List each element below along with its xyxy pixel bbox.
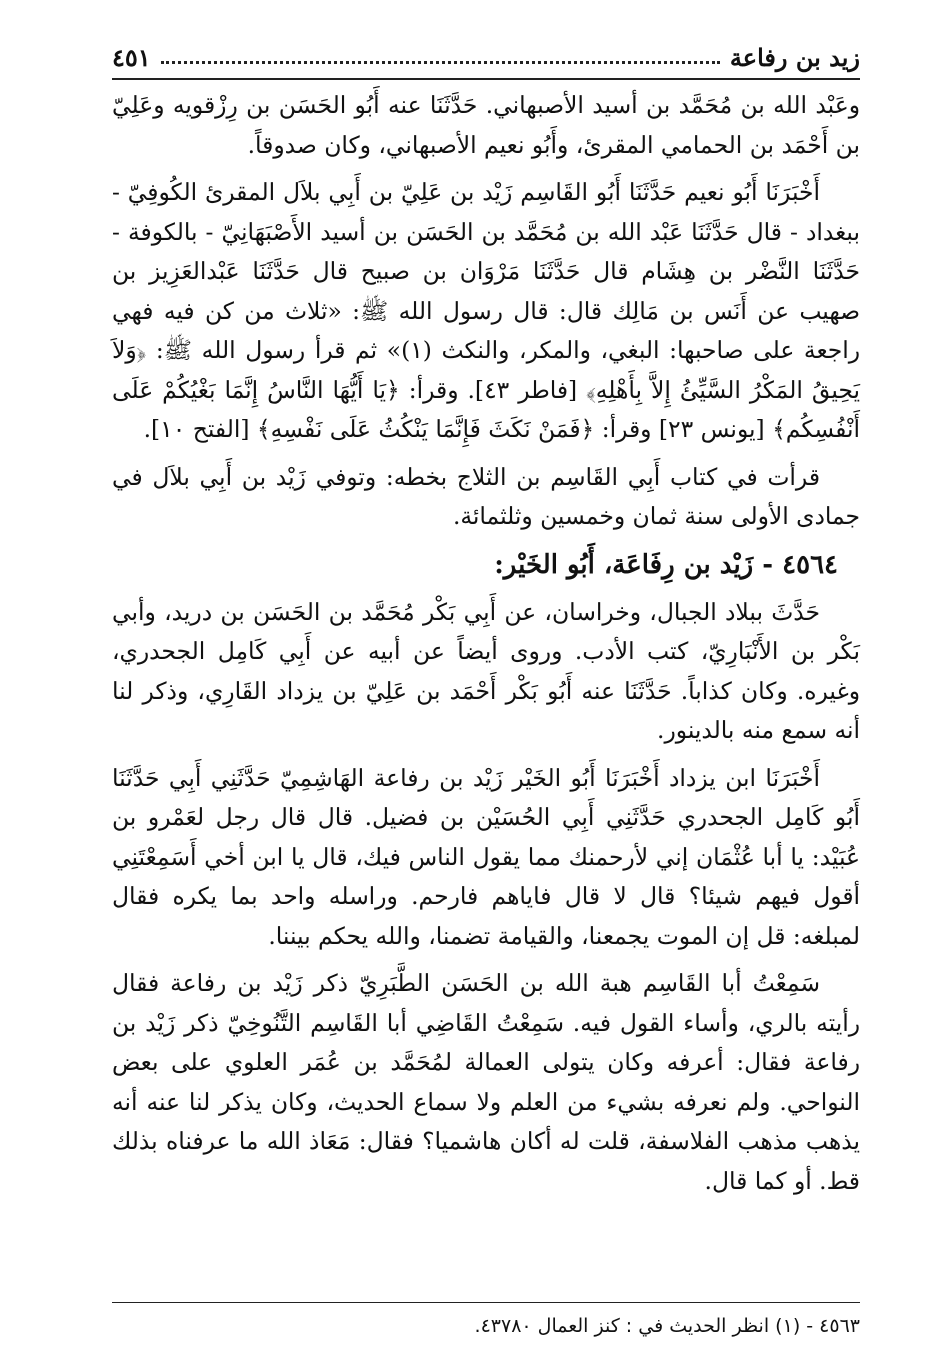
- page-body: [112, 86, 860, 1201]
- running-head: [112, 40, 860, 80]
- leader-dots: [161, 61, 720, 64]
- paragraph: وعَبْد الله بن مُحَمَّد بن أسيد الأصبهاني. حَدَّثَنَا عنه أَبُو الحَسَن بن رِزْقويه وعَلِيّ بن أَحْمَد بن الحمامي المقرئ، وأَبُو نعيم الأصبهاني، وكان صدوقاً.: [112, 91, 860, 159]
- paragraph: حَدَّثَ ببلاد الجبال، وخراسان، عن أَبِي بَكْر مُحَمَّد بن الحَسَن بن دريد، وأبي بَكْر بن الأَنْبَارِيّ، كتب الأدب. وروى أيضاً عن أبيه عن أَبِي كَامِل الجحدري، وغيره. وكان كذاباً. حَدَّثَنَا عنه أَبُو بَكْر أَحْمَد بن عَلِيّ بن يزداد القَارِي، وذكر لنا أنه سمع منه بالدينور.: [112, 597, 860, 744]
- footnote: ٤٥٦٣ - (١) انظر الحديث في : كنز العمال ٤٣٧٨٠.: [474, 1315, 860, 1337]
- paragraph: أَخْبَرَنَا ابن يزداد أَخْبَرَنَا أَبُو الخَيْر زَيْد بن رفاعة الهَاشِمِيّ حَدَّثَنِي أَبِي حَدَّثَنَا أَبُو كَامِل الجحدري حَدَّثَنِي أَبِي الحُسَيْن بن فضيل. قال قال رجل لعَمْرو بن عُبَيْد: يا أبا عُثْمَان إني لأرحمنك مما يقول الناس فيك، قال يا ابن أخي أَسَمِعْتَنِي أقول فيهم شيئا؟ قال لا قال فاياهم فارحم. وراسله واحد بما يكره فقال لمبلغه: قل إن الموت يجمعنا، والقيامة تضمنا، والله يحكم بيننا.: [112, 763, 860, 950]
- footnote-rule: [112, 1302, 860, 1303]
- running-head-title: زيد بن رفاعة: [729, 43, 860, 72]
- book-page: [112, 40, 860, 1201]
- paragraph: قرأت في كتاب أَبِي القَاسِم بن الثلاج بخطه: وتوفي زَيْد بن أَبِي بلاَل في جمادى الأولى سنة ثمان وخمسين وثلثمائة.: [112, 462, 860, 530]
- page-number: ٤٥١: [112, 43, 151, 72]
- entry-heading: ٤٥٦٤ - زَيْد بن رِفَاعَة، أَبُو الخَيْر:: [494, 549, 838, 580]
- paragraph: سَمِعْتُ أبا القَاسِم هبة الله بن الحَسَن الطَّبَرِيّ ذكر زَيْد بن رفاعة فقال رأيته بالري، وأساء القول فيه. سَمِعْتُ القَاضِي أبا القَاسِم التَّنُوخِيّ ذكر زَيْد بن رفاعة فقال: أعرفه وكان يتولى العمالة لمُحَمَّد بن عُمَر العلوي على بعض النواحي. ولم نعرفه بشيء من العلم ولا سماع الحديث، وكان يذكر لنا عنه أنه يذهب مذهب الفلاسفة، قلت له أكان هاشميا؟ فقال: مَعَاذ الله ما عرفناه بذلك قط. أو كما قال.: [112, 969, 860, 1195]
- paragraph: أَخْبَرَنَا أَبُو نعيم حَدَّثَنَا أَبُو القَاسِم زَيْد بن عَلِيّ بن أَبِي بلاَل المقرئ الكُوفِيّ - ببغداد - قال حَدَّثَنَا عَبْد الله بن مُحَمَّد بن الحَسَن بن أسيد الأَصْبَهَانِيّ - بالكوفة - حَدَّثَنَا النَّضْر بن هِشَام قال حَدَّثَنَا مَرْوَان بن صبيح قال حَدَّثَنَا عَبْدالعَزِيز بن صهيب عن أَنَس بن مَالِك قال: قال رسول الله ﷺ: «ثلاث من كن فيه فهي راجعة على صاحبها: البغي، والمكر، والنكث (١)» ثم قرأ رسول الله ﷺ: ﴿وَلاَ يَحِيقُ المَكْرُ السَّيِّئُ إِلاَّ بِأَهْلِهِ﴾ [فاطر ٤٣]. وقرأ: ﴿يَا أَيُّهَا النَّاسُ إِنَّمَا بَغْيُكُمْ عَلَى أَنْفُسِكُم﴾ [يونس ٢٣] وقرأ: ﴿فَمَنْ نَكَثَ فَإِنَّمَا يَنْكُثُ عَلَى نَفْسِهِ﴾ [الفتح ١٠].: [112, 178, 860, 443]
